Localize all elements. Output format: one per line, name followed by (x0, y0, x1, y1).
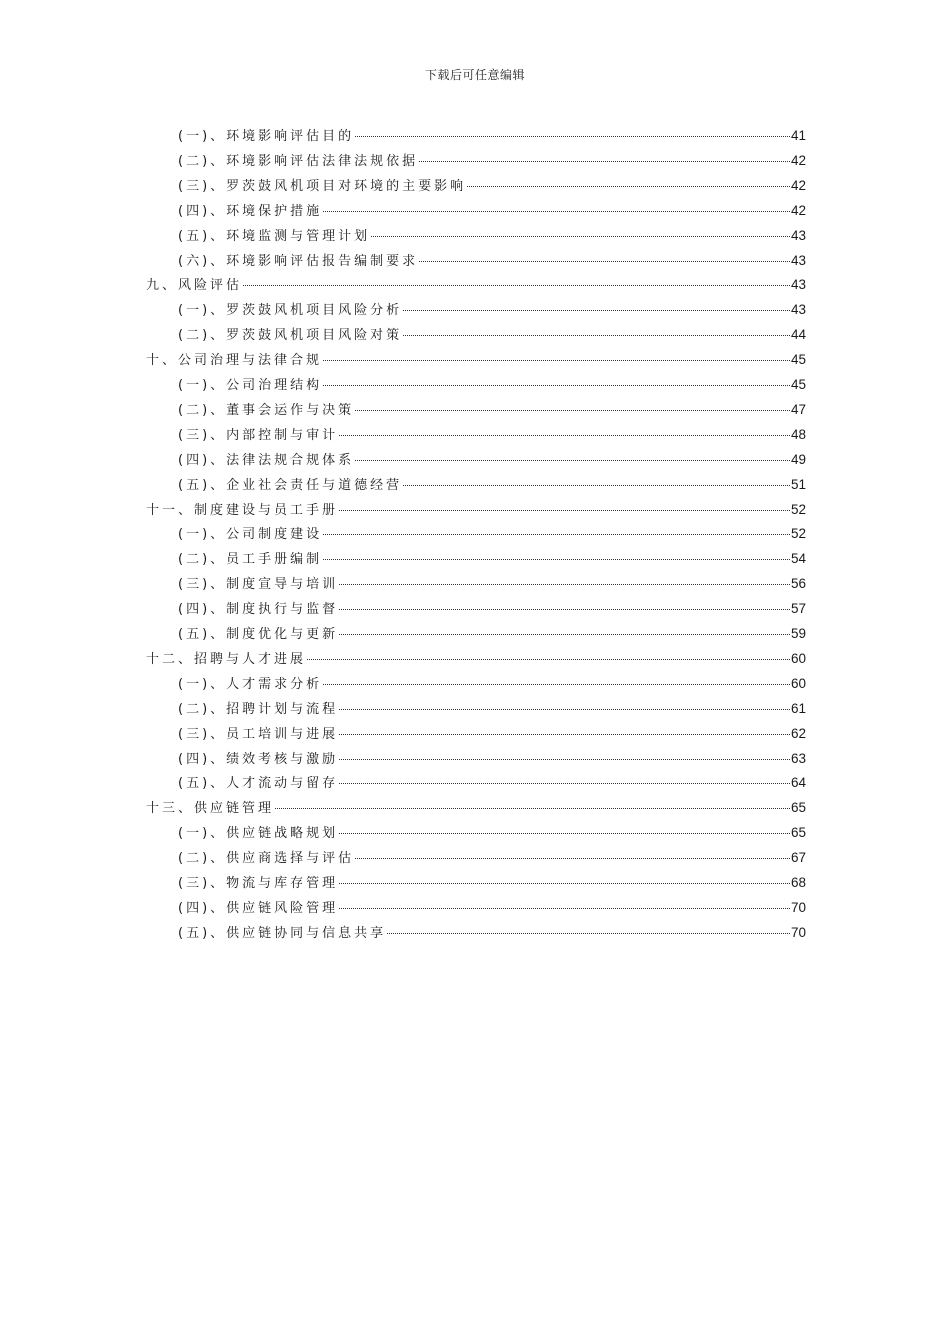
toc-dot-leader (339, 708, 790, 710)
toc-entry-title: (一)、公司制度建设 (178, 527, 323, 543)
toc-entry-title: (四)、绩效考核与激励 (178, 751, 339, 767)
toc-entry-title: 九、风险评估 (146, 278, 243, 294)
toc-page-number: 59 (790, 626, 806, 641)
toc-section-entry[interactable] (178, 199, 806, 224)
toc-page-number: 47 (790, 401, 806, 417)
toc-page-number: 60 (790, 650, 806, 666)
toc-page-number: 56 (790, 576, 806, 592)
toc-section-entry[interactable] (178, 547, 806, 572)
toc-dot-leader (339, 832, 790, 834)
toc-page-number: 43 (790, 277, 806, 293)
toc-dot-leader (387, 932, 790, 934)
toc-page-number: 52 (790, 526, 806, 542)
toc-page-number: 63 (790, 750, 806, 766)
toc-dot-leader (355, 857, 790, 859)
toc-dot-leader (323, 558, 790, 560)
toc-entry-title: (四)、环境保护措施 (178, 203, 323, 219)
toc-section-entry[interactable] (178, 771, 806, 796)
toc-chapter-entry[interactable] (146, 498, 806, 523)
toc-section-entry[interactable] (178, 423, 806, 448)
toc-page-number: 51 (790, 476, 806, 492)
toc-dot-leader (323, 683, 790, 685)
toc-entry-title: (二)、供应商选择与评估 (178, 851, 355, 867)
toc-entry-title: (五)、环境监测与管理计划 (178, 228, 371, 244)
toc-page-number: 67 (790, 850, 806, 866)
toc-section-entry[interactable] (178, 224, 806, 249)
toc-section-entry[interactable] (178, 622, 806, 647)
toc-page-number: 43 (790, 227, 806, 243)
toc-dot-leader (339, 434, 790, 436)
toc-page-number: 64 (790, 775, 806, 791)
toc-section-entry[interactable] (178, 448, 806, 473)
toc-section-entry[interactable] (178, 747, 806, 772)
toc-dot-leader (403, 334, 790, 336)
toc-section-entry[interactable] (178, 722, 806, 747)
toc-page-number: 61 (790, 700, 806, 716)
toc-page-number: 70 (790, 924, 806, 940)
toc-section-entry[interactable] (178, 174, 806, 199)
toc-dot-leader (371, 235, 790, 237)
toc-chapter-entry[interactable] (146, 273, 806, 298)
toc-section-entry[interactable] (178, 323, 806, 348)
toc-dot-leader (323, 533, 790, 535)
toc-dot-leader (339, 608, 790, 610)
toc-dot-leader (355, 409, 790, 411)
toc-dot-leader (339, 907, 790, 909)
toc-entry-title: (四)、供应链风险管理 (178, 900, 339, 916)
toc-section-entry[interactable] (178, 672, 806, 697)
toc-page-number: 62 (790, 725, 806, 741)
toc-dot-leader (323, 359, 790, 361)
toc-entry-title: 十、公司治理与法律合规 (146, 353, 323, 369)
toc-page-number: 49 (790, 451, 806, 467)
toc-section-entry[interactable] (178, 871, 806, 896)
toc-section-entry[interactable] (178, 149, 806, 174)
toc-entry-title: (六)、环境影响评估报告编制要求 (178, 253, 419, 269)
toc-section-entry[interactable] (178, 697, 806, 722)
toc-dot-leader (355, 135, 790, 137)
toc-entry-title: (一)、罗茨鼓风机项目风险分析 (178, 303, 403, 319)
toc-page-number: 65 (790, 825, 806, 841)
toc-entry-title: (一)、人才需求分析 (178, 676, 323, 692)
toc-page-number: 60 (790, 675, 806, 691)
toc-entry-title: (二)、招聘计划与流程 (178, 701, 339, 717)
toc-dot-leader (419, 260, 790, 262)
toc-chapter-entry[interactable] (146, 796, 806, 821)
toc-page-number: 70 (790, 899, 806, 915)
toc-dot-leader (339, 583, 790, 585)
toc-page-number: 42 (790, 152, 806, 168)
toc-section-entry[interactable] (178, 821, 806, 846)
toc-entry-title: (五)、企业社会责任与道德经营 (178, 477, 403, 493)
toc-page-number: 45 (790, 377, 806, 392)
toc-dot-leader (275, 807, 790, 809)
toc-section-entry[interactable] (178, 846, 806, 871)
toc-chapter-entry[interactable] (146, 348, 806, 373)
toc-section-entry[interactable] (178, 572, 806, 597)
toc-dot-leader (243, 284, 790, 286)
toc-entry-title: (五)、制度优化与更新 (178, 627, 339, 642)
toc-page-number: 65 (790, 800, 806, 816)
toc-entry-title: (三)、员工培训与进展 (178, 726, 339, 742)
toc-entry-title: (三)、制度宣导与培训 (178, 577, 339, 593)
toc-entry-title: (二)、环境影响评估法律法规依据 (178, 153, 419, 169)
toc-dot-leader (323, 384, 790, 386)
toc-section-entry[interactable] (178, 249, 806, 274)
toc-entry-title: (一)、环境影响评估目的 (178, 129, 355, 144)
toc-dot-leader (339, 509, 790, 511)
toc-entry-title: (一)、公司治理结构 (178, 378, 323, 393)
toc-page-number: 52 (790, 501, 806, 517)
toc-chapter-entry[interactable] (146, 647, 806, 672)
toc-dot-leader (339, 782, 790, 784)
toc-entry-title: 十二、招聘与人才进展 (146, 651, 307, 667)
toc-entry-title: (一)、供应链战略规划 (178, 826, 339, 842)
toc-dot-leader (403, 484, 790, 486)
toc-page-number: 42 (790, 177, 806, 193)
toc-entry-title: (五)、人才流动与留存 (178, 776, 339, 792)
toc-entry-title: 十三、供应链管理 (146, 801, 275, 817)
toc-dot-leader (339, 633, 790, 635)
toc-page-number: 45 (790, 352, 806, 368)
toc-dot-leader (339, 758, 790, 760)
page-header: 下载后可任意编辑 (424, 68, 525, 82)
toc-dot-leader (403, 309, 790, 311)
toc-section-entry[interactable] (178, 398, 806, 423)
toc-entry-title: (二)、罗茨鼓风机项目风险对策 (178, 328, 403, 344)
toc-dot-leader (467, 185, 790, 187)
toc-page-number: 44 (790, 327, 806, 343)
toc-entry-title: 十一、制度建设与员工手册 (146, 502, 339, 518)
toc-dot-leader (419, 160, 790, 162)
toc-page-number: 41 (790, 128, 806, 143)
toc-dot-leader (339, 882, 790, 884)
toc-page-number: 54 (790, 551, 806, 567)
toc-dot-leader (323, 210, 790, 212)
toc-section-entry[interactable] (178, 522, 806, 547)
toc-section-entry[interactable] (178, 896, 806, 921)
toc-entry-title: (四)、制度执行与监督 (178, 602, 339, 618)
toc-section-entry[interactable] (178, 373, 806, 398)
toc-entry-title: (三)、内部控制与审计 (178, 427, 339, 443)
toc-entry-title: (五)、供应链协同与信息共享 (178, 925, 387, 941)
toc-entry-title: (三)、罗茨鼓风机项目对环境的主要影响 (178, 178, 467, 194)
toc-page-number: 48 (790, 426, 806, 442)
toc-dot-leader (339, 733, 790, 735)
toc-entry-title: (四)、法律法规合规体系 (178, 452, 355, 468)
toc-section-entry[interactable] (178, 921, 806, 946)
toc-section-entry[interactable] (178, 124, 806, 149)
toc-dot-leader (307, 658, 790, 660)
toc-dot-leader (355, 459, 790, 461)
toc-section-entry[interactable] (178, 298, 806, 323)
toc-entry-title: (二)、员工手册编制 (178, 552, 323, 568)
toc-section-entry[interactable] (178, 473, 806, 498)
toc-page-number: 43 (790, 302, 806, 318)
toc-section-entry[interactable] (178, 597, 806, 622)
toc-page-number: 57 (790, 601, 806, 617)
toc-page-number: 68 (790, 875, 806, 890)
toc-entry-title: (二)、董事会运作与决策 (178, 402, 355, 418)
toc-entry-title: (三)、物流与库存管理 (178, 876, 339, 891)
toc-page-number: 43 (790, 252, 806, 268)
toc-page-number: 42 (790, 202, 806, 218)
